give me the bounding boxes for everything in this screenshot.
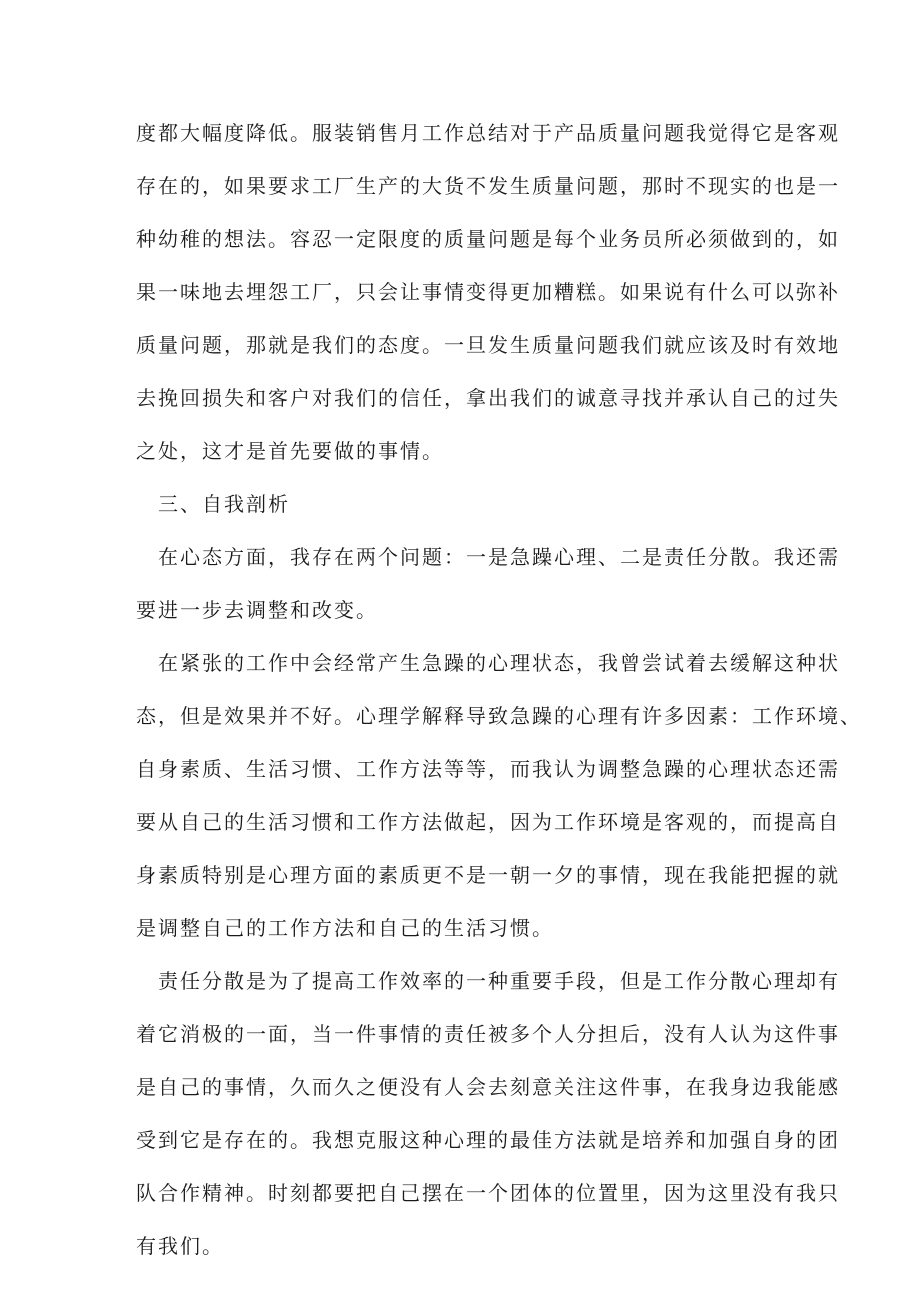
text-line: 存在的，如果要求工厂生产的大货不发生质量问题，那时不现实的也是一: [136, 174, 840, 198]
text-line: 种幼稚的想法。容忍一定限度的质量问题是每个业务员所必须做到的，如: [136, 227, 840, 251]
section-heading: 三、自我剖析: [158, 492, 290, 516]
text-line: 去挽回损失和客户对我们的信任，拿出我们的诚意寻找并承认自己的过失: [136, 386, 840, 410]
text-line: 在紧张的工作中会经常产生急躁的心理状态，我曾尝试着去缓解这种状: [158, 651, 840, 675]
text-line: 是调整自己的工作方法和自己的生活习惯。: [136, 916, 554, 940]
text-line: 要从自己的生活习惯和工作方法做起，因为工作环境是客观的，而提高自: [136, 810, 840, 834]
text-line: 着它消极的一面，当一件事情的责任被多个人分担后，没有人认为这件事: [136, 1022, 840, 1046]
text-line: 责任分散是为了提高工作效率的一种重要手段，但是工作分散心理却有: [158, 969, 840, 993]
text-line: 态，但是效果并不好。心理学解释导致急躁的心理有许多因素：工作环境、: [136, 704, 862, 728]
text-line: 在心态方面，我存在两个问题：一是急躁心理、二是责任分散。我还需: [158, 545, 840, 569]
text-line: 之处，这才是首先要做的事情。: [136, 439, 444, 463]
text-line: 是自己的事情，久而久之便没有人会去刻意关注这件事，在我身边我能感: [136, 1075, 840, 1099]
text-line: 身素质特别是心理方面的素质更不是一朝一夕的事情，现在我能把握的就: [136, 863, 840, 887]
text-line: 度都大幅度降低。服装销售月工作总结对于产品质量问题我觉得它是客观: [136, 121, 840, 145]
text-line: 质量问题，那就是我们的态度。一旦发生质量问题我们就应该及时有效地: [136, 333, 840, 357]
text-line: 有我们。: [136, 1234, 224, 1258]
text-line: 要进一步去调整和改变。: [136, 598, 378, 622]
text-line: 自身素质、生活习惯、工作方法等等，而我认为调整急躁的心理状态还需: [136, 757, 840, 781]
text-line: 受到它是存在的。我想克服这种心理的最佳方法就是培养和加强自身的团: [136, 1128, 840, 1152]
text-line: 果一味地去埋怨工厂，只会让事情变得更加糟糕。如果说有什么可以弥补: [136, 280, 840, 304]
text-line: 队合作精神。时刻都要把自己摆在一个团体的位置里，因为这里没有我只: [136, 1181, 840, 1205]
